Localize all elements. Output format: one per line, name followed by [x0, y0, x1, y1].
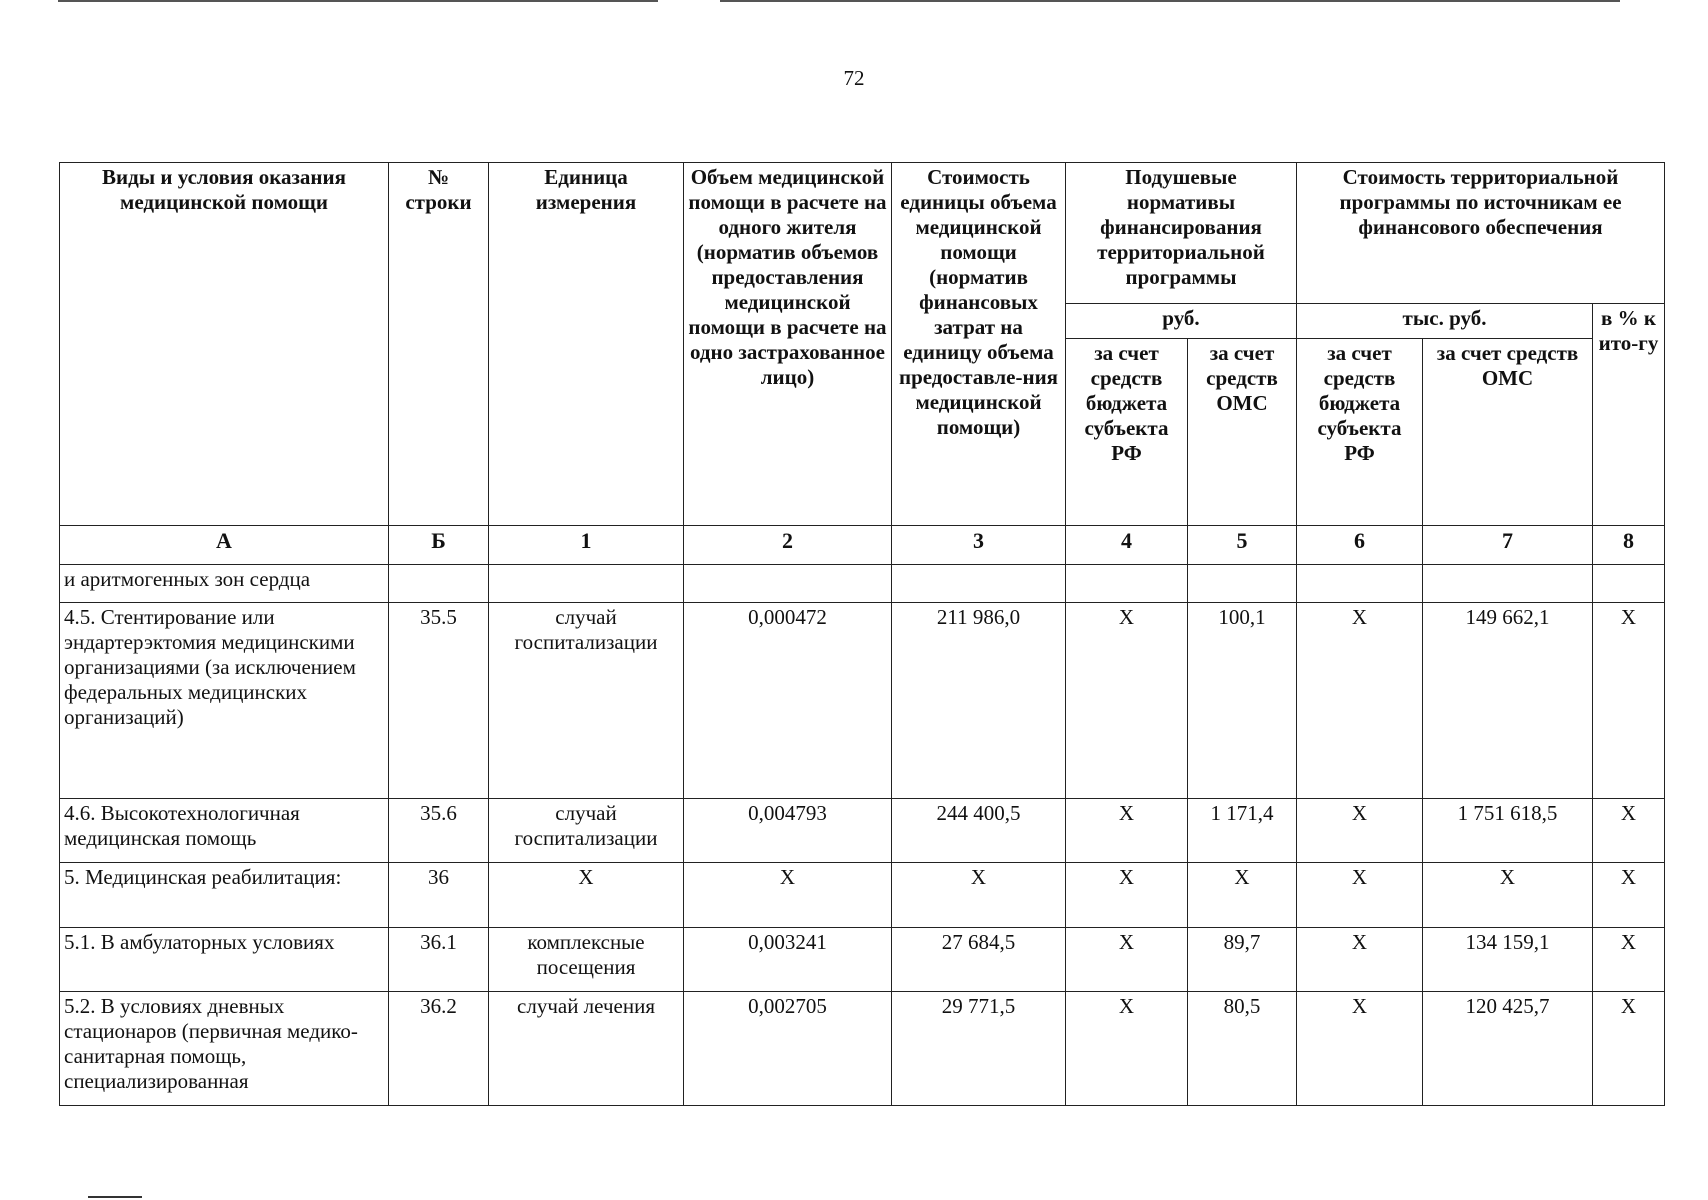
column-index: 8 [1593, 526, 1665, 565]
row-number: 35.5 [389, 603, 489, 799]
scan-mark [88, 1196, 142, 1198]
top-edge-line [58, 0, 658, 2]
header-volume: Объем медицинской помощи в расчете на одного жителя (норматив объемов предоставления медицинской помощи в расчете на одно застрахованное лицо) [684, 163, 892, 526]
column-index: Б [389, 526, 489, 565]
header-percent: в % к ито-гу [1593, 304, 1665, 526]
page-number: 72 [843, 66, 865, 90]
row-unit-cost: 29 771,5 [892, 992, 1066, 1106]
row-number: 35.6 [389, 799, 489, 863]
row-oms-per-capita: 1 171,4 [1188, 799, 1297, 863]
row-unit-cost: 27 684,5 [892, 928, 1066, 992]
row-number: 36.2 [389, 992, 489, 1106]
column-index: А [60, 526, 389, 565]
header-budget-cost: за счет средств бюджета субъекта РФ [1297, 339, 1423, 526]
column-index: 4 [1066, 526, 1188, 565]
row-budget-per-capita: Х [1066, 799, 1188, 863]
row-number: 36.1 [389, 928, 489, 992]
row-oms-cost: 1 751 618,5 [1423, 799, 1593, 863]
row-oms-per-capita: 89,7 [1188, 928, 1297, 992]
row-unit-cost: 244 400,5 [892, 799, 1066, 863]
row-name: и аритмогенных зон сердца [60, 565, 389, 603]
row-unit-cost: 211 986,0 [892, 603, 1066, 799]
row-oms-per-capita: 100,1 [1188, 603, 1297, 799]
row-volume: 0,000472 [684, 603, 892, 799]
table-row [60, 863, 1665, 928]
row-unit-cost: Х [892, 863, 1066, 928]
table-row [60, 565, 1665, 603]
row-budget-per-capita: Х [1066, 992, 1188, 1106]
row-unit: случай госпитализации [489, 799, 684, 863]
header-oms-cost: за счет средств ОМС [1423, 339, 1593, 526]
row-name: 4.5. Стентирование или эндартерэктомия медицинскими организациями (за исключением федеральных медицинских организаций) [60, 603, 389, 799]
header-row-number: № строки [389, 163, 489, 526]
row-oms-per-capita: Х [1188, 863, 1297, 928]
row-unit: Х [489, 863, 684, 928]
row-oms-per-capita [1188, 565, 1297, 603]
header-unit-thous-rub: тыс. руб. [1297, 304, 1593, 339]
row-budget-cost: Х [1297, 992, 1423, 1106]
row-oms-cost: 149 662,1 [1423, 603, 1593, 799]
row-oms-cost [1423, 565, 1593, 603]
row-unit: комплексные посещения [489, 928, 684, 992]
row-budget-cost [1297, 565, 1423, 603]
row-percent: Х [1593, 928, 1665, 992]
row-unit-cost [892, 565, 1066, 603]
row-percent: Х [1593, 799, 1665, 863]
row-budget-per-capita: Х [1066, 928, 1188, 992]
column-index: 5 [1188, 526, 1297, 565]
column-index: 7 [1423, 526, 1593, 565]
financing-table [59, 162, 1665, 1106]
row-volume: 0,002705 [684, 992, 892, 1106]
header-oms-per-capita: за счет средств ОМС [1188, 339, 1297, 526]
header-per-capita-group: Подушевые нормативы финансирования территориальной программы [1066, 163, 1297, 304]
column-index: 2 [684, 526, 892, 565]
header-budget-per-capita: за счет средств бюджета субъекта РФ [1066, 339, 1188, 526]
row-budget-per-capita [1066, 565, 1188, 603]
row-number: 36 [389, 863, 489, 928]
column-index: 3 [892, 526, 1066, 565]
column-index: 6 [1297, 526, 1423, 565]
row-name: 5.1. В амбулаторных условиях [60, 928, 389, 992]
row-unit [489, 565, 684, 603]
row-budget-cost: Х [1297, 863, 1423, 928]
row-oms-per-capita: 80,5 [1188, 992, 1297, 1106]
header-unit-cost: Стоимость единицы объема медицинской помощи (норматив финансовых затрат на единицу объема предоставле-ния медицинской помощи) [892, 163, 1066, 526]
header-care-type: Виды и условия оказания медицинской помощи [60, 163, 389, 526]
row-percent: Х [1593, 992, 1665, 1106]
row-oms-cost: 120 425,7 [1423, 992, 1593, 1106]
row-name: 5.2. В условиях дневных стационаров (первичная медико-санитарная помощь, специализированная [60, 992, 389, 1106]
row-number [389, 565, 489, 603]
table-row [60, 603, 1665, 799]
row-unit: случай лечения [489, 992, 684, 1106]
row-budget-cost: Х [1297, 799, 1423, 863]
header-program-cost-group: Стоимость территориальной программы по источникам ее финансового обеспечения [1297, 163, 1665, 304]
table-row [60, 992, 1665, 1106]
row-volume: 0,004793 [684, 799, 892, 863]
row-budget-cost: Х [1297, 603, 1423, 799]
row-name: 5. Медицинская реабилитация: [60, 863, 389, 928]
row-budget-per-capita: Х [1066, 603, 1188, 799]
row-oms-cost: 134 159,1 [1423, 928, 1593, 992]
row-volume: Х [684, 863, 892, 928]
top-edge-line [720, 0, 1620, 2]
column-index: 1 [489, 526, 684, 565]
table-row [60, 799, 1665, 863]
header-unit-rub: руб. [1066, 304, 1297, 339]
column-index-row [60, 526, 1665, 565]
row-volume [684, 565, 892, 603]
row-oms-cost: Х [1423, 863, 1593, 928]
table-row [60, 928, 1665, 992]
row-name: 4.6. Высокотехнологичная медицинская помощь [60, 799, 389, 863]
row-percent [1593, 565, 1665, 603]
row-percent: Х [1593, 603, 1665, 799]
row-budget-cost: Х [1297, 928, 1423, 992]
row-budget-per-capita: Х [1066, 863, 1188, 928]
row-percent: Х [1593, 863, 1665, 928]
row-volume: 0,003241 [684, 928, 892, 992]
header-unit: Единица измерения [489, 163, 684, 526]
row-unit: случай госпитализации [489, 603, 684, 799]
